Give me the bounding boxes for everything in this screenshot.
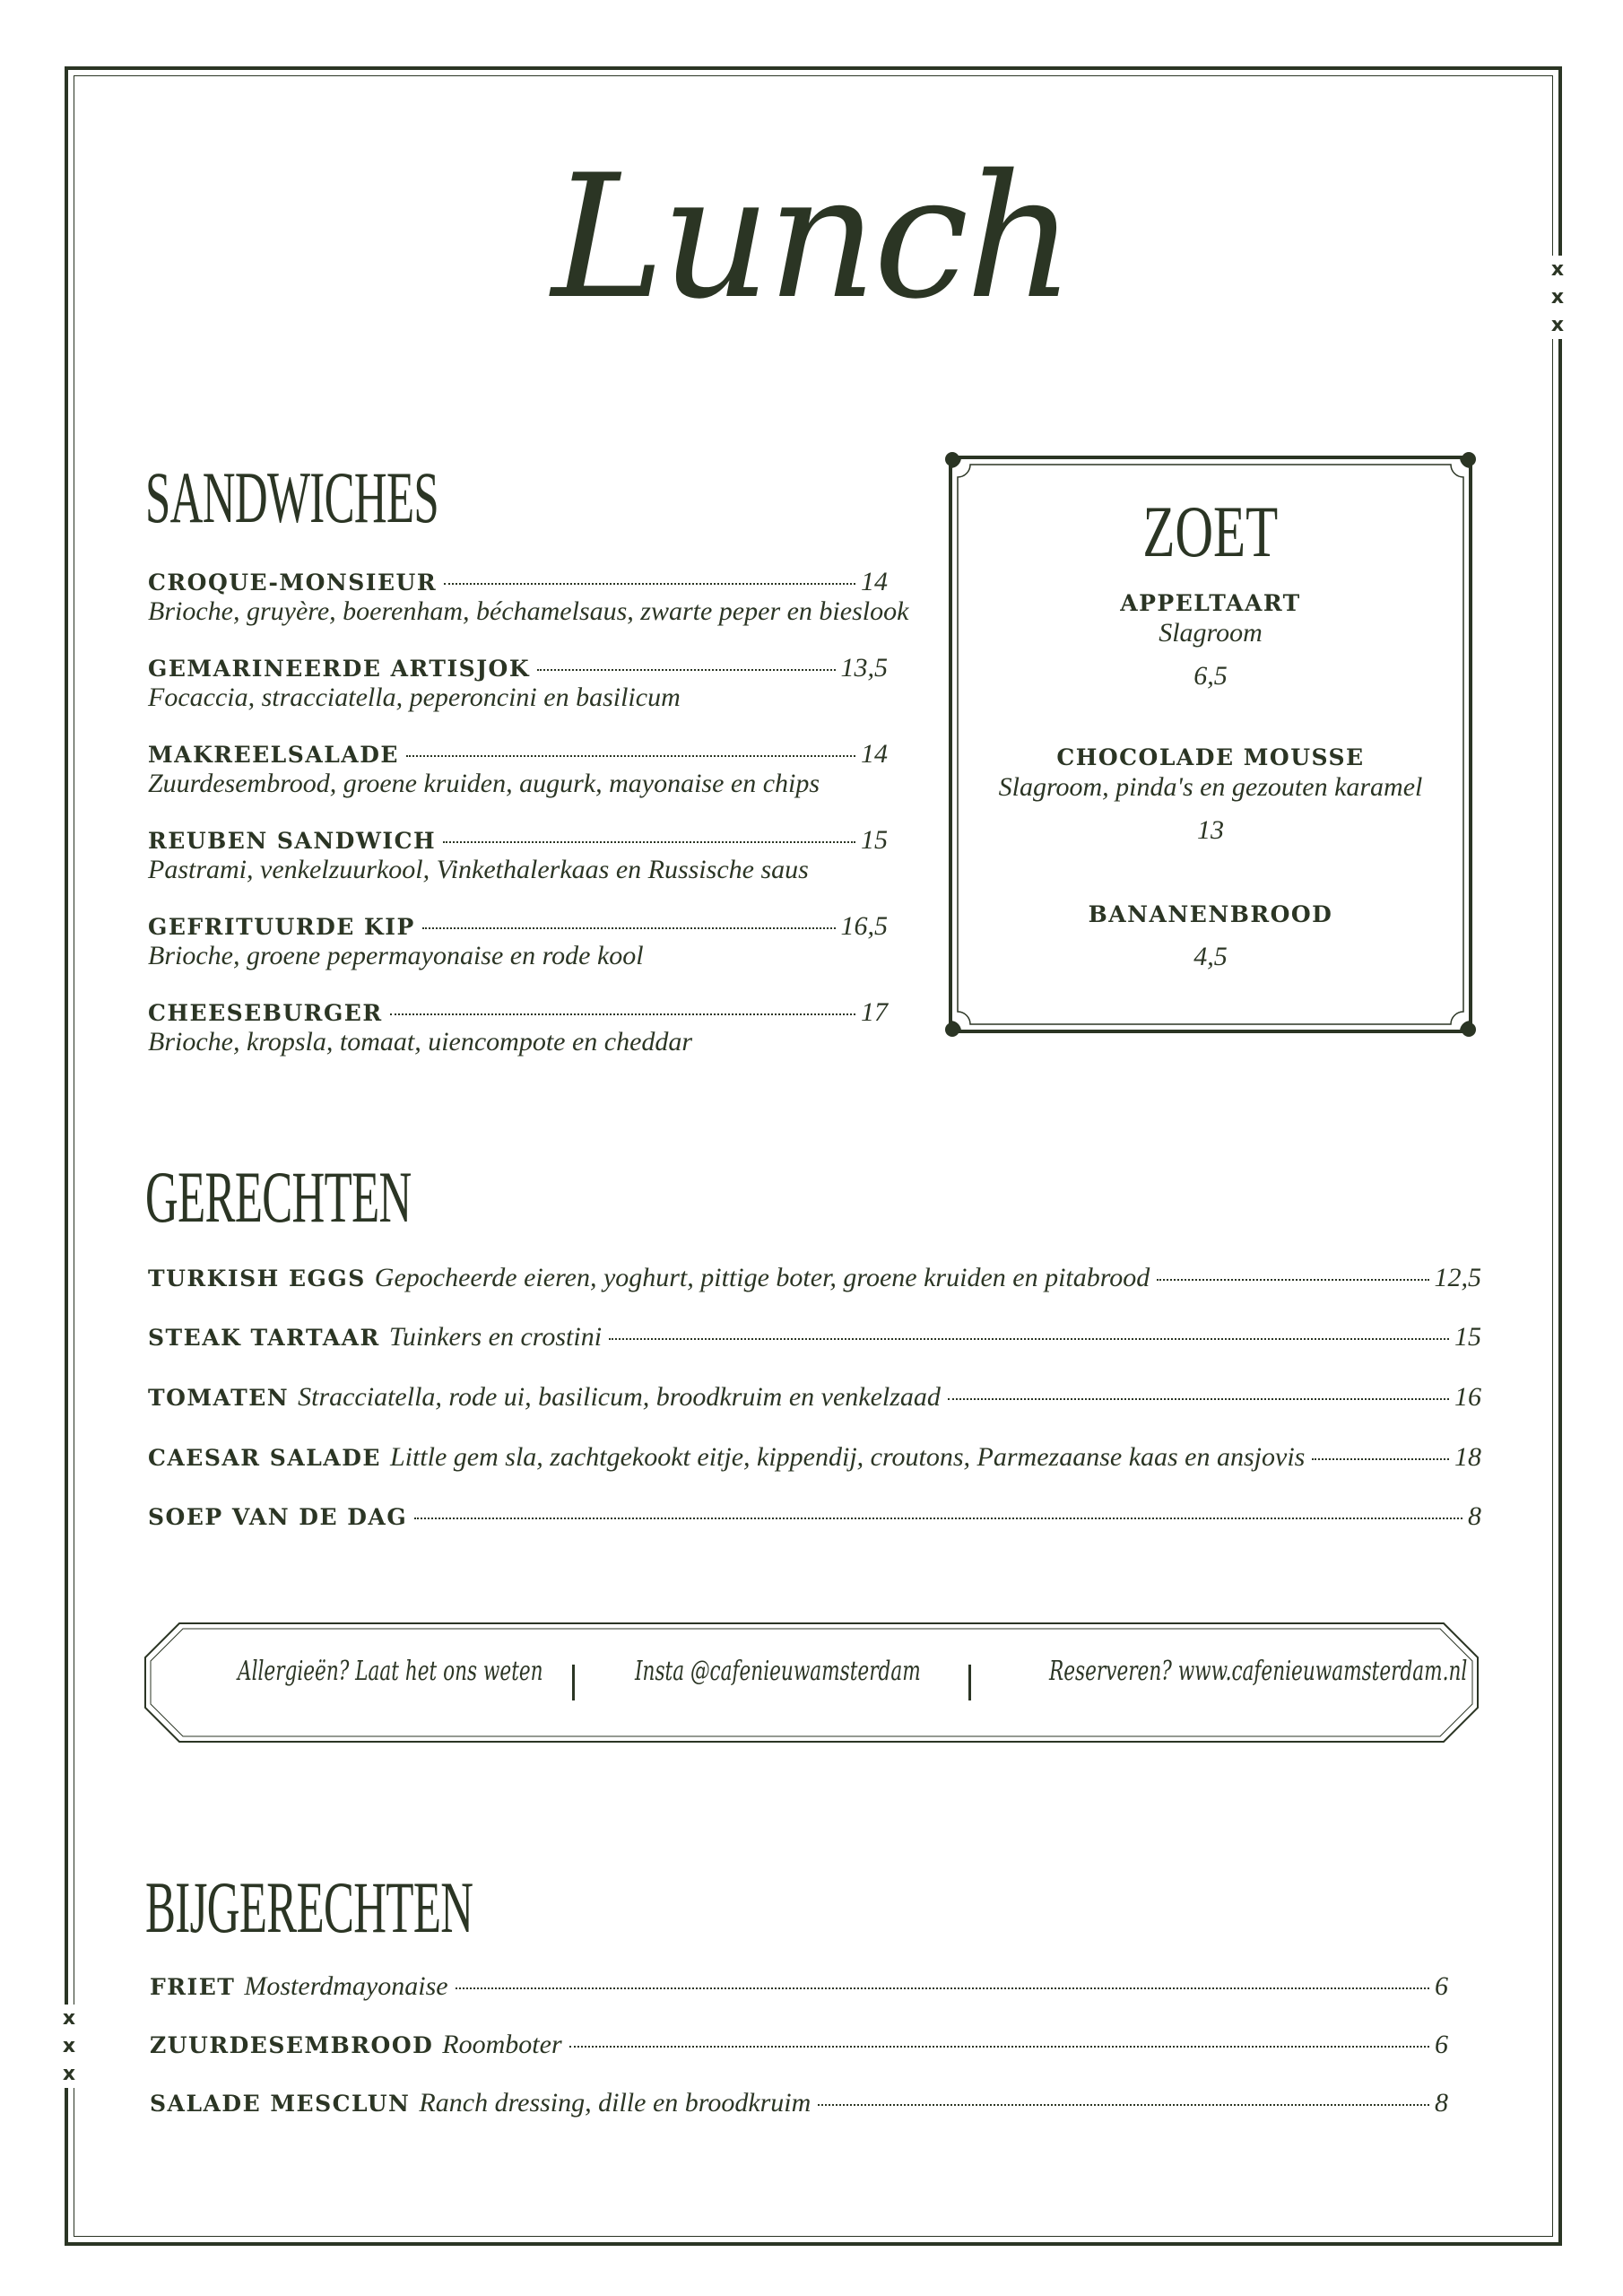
item-name: TOMATEN xyxy=(148,1385,290,1411)
leader-dots xyxy=(609,1338,1449,1340)
item-price: 13 xyxy=(1197,815,1224,845)
sandwiches-title: SANDWICHES xyxy=(145,457,439,538)
menu-item xyxy=(148,1501,1481,1532)
item-description: Brioche, groene pepermayonaise en rode kool xyxy=(148,941,644,970)
item-description: Pastrami, venkelzuurkool, Vinkethalerkaas en Russische saus xyxy=(148,855,809,884)
item-name: SALADE MESCLUN xyxy=(150,2091,411,2117)
item-description: Brioche, gruyère, boerenham, béchamelsaus, zwarte peper en bieslook xyxy=(148,596,909,626)
menu-item xyxy=(150,1971,1448,2002)
leader-dots xyxy=(1157,1279,1428,1281)
leader-dots xyxy=(818,2104,1429,2106)
item-name: ZUURDESEMBROOD xyxy=(150,2032,434,2058)
item-price: 17 xyxy=(861,997,888,1027)
item-price: 14 xyxy=(861,739,888,769)
menu-item xyxy=(148,1263,1481,1293)
insta-handle[interactable]: Insta @cafenieuwamsterdam xyxy=(635,1656,921,1687)
leader-dots xyxy=(1312,1458,1449,1460)
bijgerechten-title: BIJGERECHTEN xyxy=(145,1866,473,1948)
x-glyph: x xyxy=(1550,258,1565,281)
menu-item xyxy=(148,911,888,970)
leader-dots xyxy=(948,1398,1449,1400)
item-name: APPELTAART xyxy=(1120,590,1301,616)
zoet-box xyxy=(942,448,1480,1040)
x-glyph: x xyxy=(1550,286,1565,309)
item-description: Focaccia, stracciatella, peperoncini en basilicum xyxy=(148,683,681,712)
reservation-link[interactable]: Reserveren? www.cafenieuwamsterdam.nl xyxy=(1049,1656,1468,1687)
item-price: 13,5 xyxy=(840,653,888,683)
item-price: 15 xyxy=(1454,1322,1481,1352)
leader-dots xyxy=(444,583,855,585)
item-price: 12,5 xyxy=(1434,1263,1481,1292)
menu-item xyxy=(942,590,1480,691)
item-price: 8 xyxy=(1435,2088,1448,2118)
page-title: Lunch xyxy=(551,138,1072,336)
item-price: 8 xyxy=(1468,1501,1481,1531)
menu-item xyxy=(148,739,888,798)
x-glyph: x xyxy=(62,2035,76,2057)
leader-dots xyxy=(443,841,855,843)
item-price: 15 xyxy=(861,825,888,855)
leader-dots xyxy=(537,669,835,671)
item-description: Slagroom, pinda's en gezouten karamel xyxy=(998,772,1423,802)
item-name: BANANENBROOD xyxy=(1088,901,1333,927)
item-price: 6 xyxy=(1435,1971,1448,2001)
item-price: 6 xyxy=(1435,2030,1448,2059)
item-description: Ranch dressing, dille en broodkruim xyxy=(419,2088,812,2118)
menu-item xyxy=(148,653,888,712)
leader-dots xyxy=(456,1987,1429,1989)
menu-item xyxy=(148,825,888,884)
item-name: MAKREELSALADE xyxy=(148,742,399,768)
leader-dots xyxy=(406,755,855,757)
menu-item xyxy=(150,2030,1448,2060)
item-price: 18 xyxy=(1454,1442,1481,1472)
leader-dots xyxy=(390,1013,855,1015)
zoet-title: ZOET xyxy=(1142,491,1279,572)
item-price: 6,5 xyxy=(1193,661,1228,691)
menu-item xyxy=(148,1322,1481,1352)
item-name: SOEP VAN DE DAG xyxy=(148,1504,408,1530)
item-description: Brioche, kropsla, tomaat, uiencompote en cheddar xyxy=(148,1027,693,1057)
xxx-ornament-left xyxy=(58,2005,80,2088)
banner-separator xyxy=(968,1665,971,1700)
item-description: Zuurdesembrood, groene kruiden, augurk, mayonaise en chips xyxy=(148,769,820,798)
x-glyph: x xyxy=(1550,314,1565,336)
item-name: CHEESEBURGER xyxy=(148,1000,383,1026)
item-name: CAESAR SALADE xyxy=(148,1445,381,1471)
item-description: Slagroom xyxy=(1159,618,1263,648)
item-description: Stracciatella, rode ui, basilicum, broodkruim en venkelzaad xyxy=(298,1382,941,1412)
menu-item xyxy=(148,1382,1481,1413)
menu-item xyxy=(150,2088,1448,2118)
item-name: TURKISH EGGS xyxy=(148,1265,366,1292)
menu-item xyxy=(148,567,909,626)
item-price: 14 xyxy=(861,567,888,596)
menu-item xyxy=(148,997,888,1057)
item-name: STEAK TARTAAR xyxy=(148,1325,380,1351)
gerechten-title: GERECHTEN xyxy=(145,1156,412,1238)
menu-item xyxy=(148,1442,1481,1473)
item-name: CHOCOLADE MOUSSE xyxy=(1056,744,1365,770)
item-name: CROQUE-MONSIEUR xyxy=(148,570,438,596)
item-description: Roomboter xyxy=(442,2030,562,2059)
menu-item xyxy=(942,901,1480,972)
item-name: GEMARINEERDE ARTISJOK xyxy=(148,656,531,682)
leader-dots xyxy=(422,927,836,929)
x-glyph: x xyxy=(62,2007,76,2030)
item-name: FRIET xyxy=(150,1974,236,2000)
item-price: 4,5 xyxy=(1193,942,1228,971)
item-name: GEFRITUURDE KIP xyxy=(148,914,415,940)
item-price: 16,5 xyxy=(840,911,888,941)
item-price: 16 xyxy=(1454,1382,1481,1412)
allergies-note: Allergieën? Laat het ons weten xyxy=(238,1656,543,1687)
x-glyph: x xyxy=(62,2063,76,2085)
banner-separator xyxy=(572,1665,575,1700)
item-description: Gepocheerde eieren, yoghurt, pittige boter, groene kruiden en pitabrood xyxy=(374,1263,1150,1292)
info-banner xyxy=(143,1622,1480,1744)
leader-dots xyxy=(414,1518,1462,1519)
leader-dots xyxy=(569,2046,1429,2048)
item-description: Tuinkers en crostini xyxy=(388,1322,603,1352)
item-description: Mosterdmayonaise xyxy=(244,1971,448,2001)
item-name: REUBEN SANDWICH xyxy=(148,828,437,854)
item-description: Little gem sla, zachtgekookt eitje, kippendij, croutons, Parmezaanse kaas en ansjovis xyxy=(389,1442,1306,1472)
menu-item xyxy=(942,744,1480,846)
